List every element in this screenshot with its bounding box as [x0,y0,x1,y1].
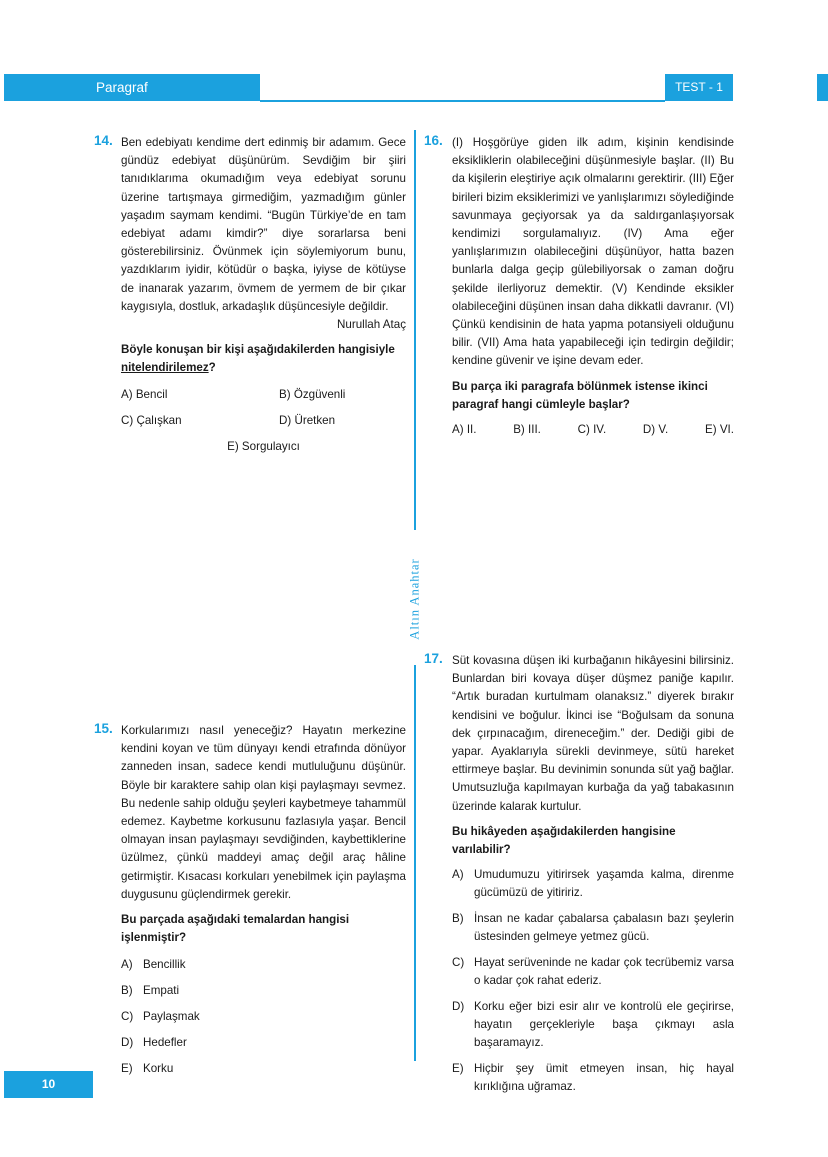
option-a[interactable]: A) Bencillik [121,958,186,972]
question-passage: Ben edebiyatı kendime dert edinmiş bir adamım. Gece gündüz edebiyat düşünürüm. Sevdiğim bir şiiri tanıdıklarıma okumadığım veya edebiyat sorunu üzerine tartışmaya girmediğim, yazmadığım günler yaşadım saymam kendimi. “Bugün Türkiye’de en tam edebiyat adamı kimdir?” diye sorarlarsa beni gösterebilirsiniz. Övünmek için söylemiyorum bunu, yazdıklarım iyidir, kötüdür o başka, iyiyse de kötüyse de inanarak yazarım, övmem de yermem de bir çıkar kaygısıyla, dostluk, arkadaşlık düşüncesiyle değildir. [121,136,406,313]
question-stem: Böyle konuşan bir kişi aşağıdakilerden hangisiyle nitelendirilemez? [121,343,395,375]
option-d[interactable]: D) Hedefler [121,1036,187,1050]
question-stem: Bu hikâyeden aşağıdakilerden hangisine varılabilir? [452,824,676,856]
option-a[interactable]: A) II. [452,422,477,436]
question-16 [424,134,734,439]
option-c[interactable]: C) Çalışkan [121,414,182,428]
option-d[interactable]: D) V. [642,422,669,436]
question-passage: (I) Hoşgörüye giden ilk adım, kişinin kendisinde eksikliklerin olabileceğini düşünmesiyle başlar. (II) Bu da kişilerin eleştiriye açık olmalarını gerektirir. (III) Eğer birileri bizim eksiklerimizi ve yanlışlarımızı söylediğinde savunmaya geçiyorsak ya da saldırganlaşıyorsak kendimizi sorgulamalıyız. (IV) Ama eğer yanlışlarımızın olabileceğini düşünüyor, hatta bazen bunlarla dalga geçip gülebiliyorsak o zaman doğru şekilde ilerliyoruz demektir. (V) Kendinde eksikler olabileceğini düşünen insan daha dikkatli davranır. (VI) Çünkü kendisinin de hata yapma potansiyeli olduğunu bilir. (VII) Ama hata yapabileceği için tedirgin değildir; kendine güvenir ve işine devam eder. [452,136,734,368]
passage-author: Nurullah Ataç [337,318,406,332]
column-divider-top [414,130,416,530]
option-a[interactable]: A) Umudumuzu yitirirsek yaşamda kalma, direnme gücümüzü de yitiririz. [452,867,734,899]
question-passage: Korkularımızı nasıl yeneceğiz? Hayatın merkezine kendini koyan ve tüm dünyayı kendi etrafında dönüyor zanneden insan, sadece kendi mutluluğunu düşünür. Böyle bir karaktere sahip olan kişi paylaşmayı sevmez. Bu nedenle sahip olduğu şeyleri kaybetmeye tahammül edemez. Kaybetme korkusunu fazlasıyla yaşar. Bencil olmayan insan paylaşmayı sevdiğinden, kaybettiklerine üzülmez, çünkü maddeyi amaç değil araç hâline getirmiştir. Kısacası korkuları yenebilmek için paylaşma duygusunu güçlendirmek gerekir. [121,724,406,901]
option-c[interactable]: C) Paylaşmak [121,1010,200,1024]
section-title: Paragraf [96,80,148,95]
option-list [452,866,734,1096]
question-number: 14. [94,133,113,148]
option-a[interactable]: A) Bencil [121,388,168,402]
question-14 [94,134,406,456]
question-number: 16. [424,133,443,148]
header-edge-tab [817,74,828,101]
option-e[interactable]: E) VI. [705,422,734,436]
option-b[interactable]: B) Empati [121,984,180,998]
option-b[interactable]: B) III. [513,422,541,436]
option-e[interactable]: E) Hiçbir şey ümit etmeyen insan, hiç hayal kırıklığına uğramaz. [452,1061,734,1093]
test-label: TEST - 1 [665,74,733,101]
option-d[interactable]: D) Üretken [279,414,336,428]
page-number: 10 [4,1071,93,1098]
header-rule [260,100,665,102]
question-number: 15. [94,721,113,736]
option-row [452,421,734,439]
side-brand: Altın Anahtar [407,558,422,640]
option-list [121,956,406,1078]
option-b[interactable]: B) Özgüvenli [279,388,346,402]
header-bar [4,74,260,101]
option-e[interactable]: E) Sorgulayıcı [227,440,300,454]
question-15 [94,722,406,1086]
option-b[interactable]: B) İnsan ne kadar çabalarsa çabalasın bazı şeylerin üstesinden gelmeye yetmez gücü. [452,911,734,943]
question-17 [424,652,734,1104]
question-stem: Bu parça iki paragrafa bölünmek istense ikinci paragraf hangi cümleyle başlar? [452,379,708,411]
question-stem: Bu parçada aşağıdaki temalardan hangisi işlenmiştir? [121,913,350,945]
column-divider-bottom [414,665,416,1061]
option-d[interactable]: D) Korku eğer bizi esir alır ve kontrolü ele geçirirse, hayatın gerçekleriyle başa çıkmayı asla başaramayız. [452,999,734,1049]
question-number: 17. [424,651,443,666]
option-c[interactable]: C) IV. [577,422,607,436]
option-e[interactable]: E) Korku [121,1062,174,1076]
option-c[interactable]: C) Hayat serüveninde ne kadar çok tecrübemiz varsa o kadar çok rahat ederiz. [452,955,734,987]
question-passage: Süt kovasına düşen iki kurbağanın hikâyesini bilirsiniz. Bunlardan biri kovaya düşer düşmez paniğe kapılır. “Artık buradan kurtulmam olanaksız.” diyerek bırakır kendisini ve boğulur. İkinci ise “Boğulsam da sonuna dek çırpınacağım, direneceğim.” der. Dediği gibi de yapar. Ayaklarıyla sürekli devinmeye, sütü hareket ettirmeye başlar. Bu devinimin sonunda süt yağ bağlar. Umutsuzluğa kapılmayan kurbağa da yağ tabakasının üzerinde kalarak kurtulur. [452,654,734,813]
